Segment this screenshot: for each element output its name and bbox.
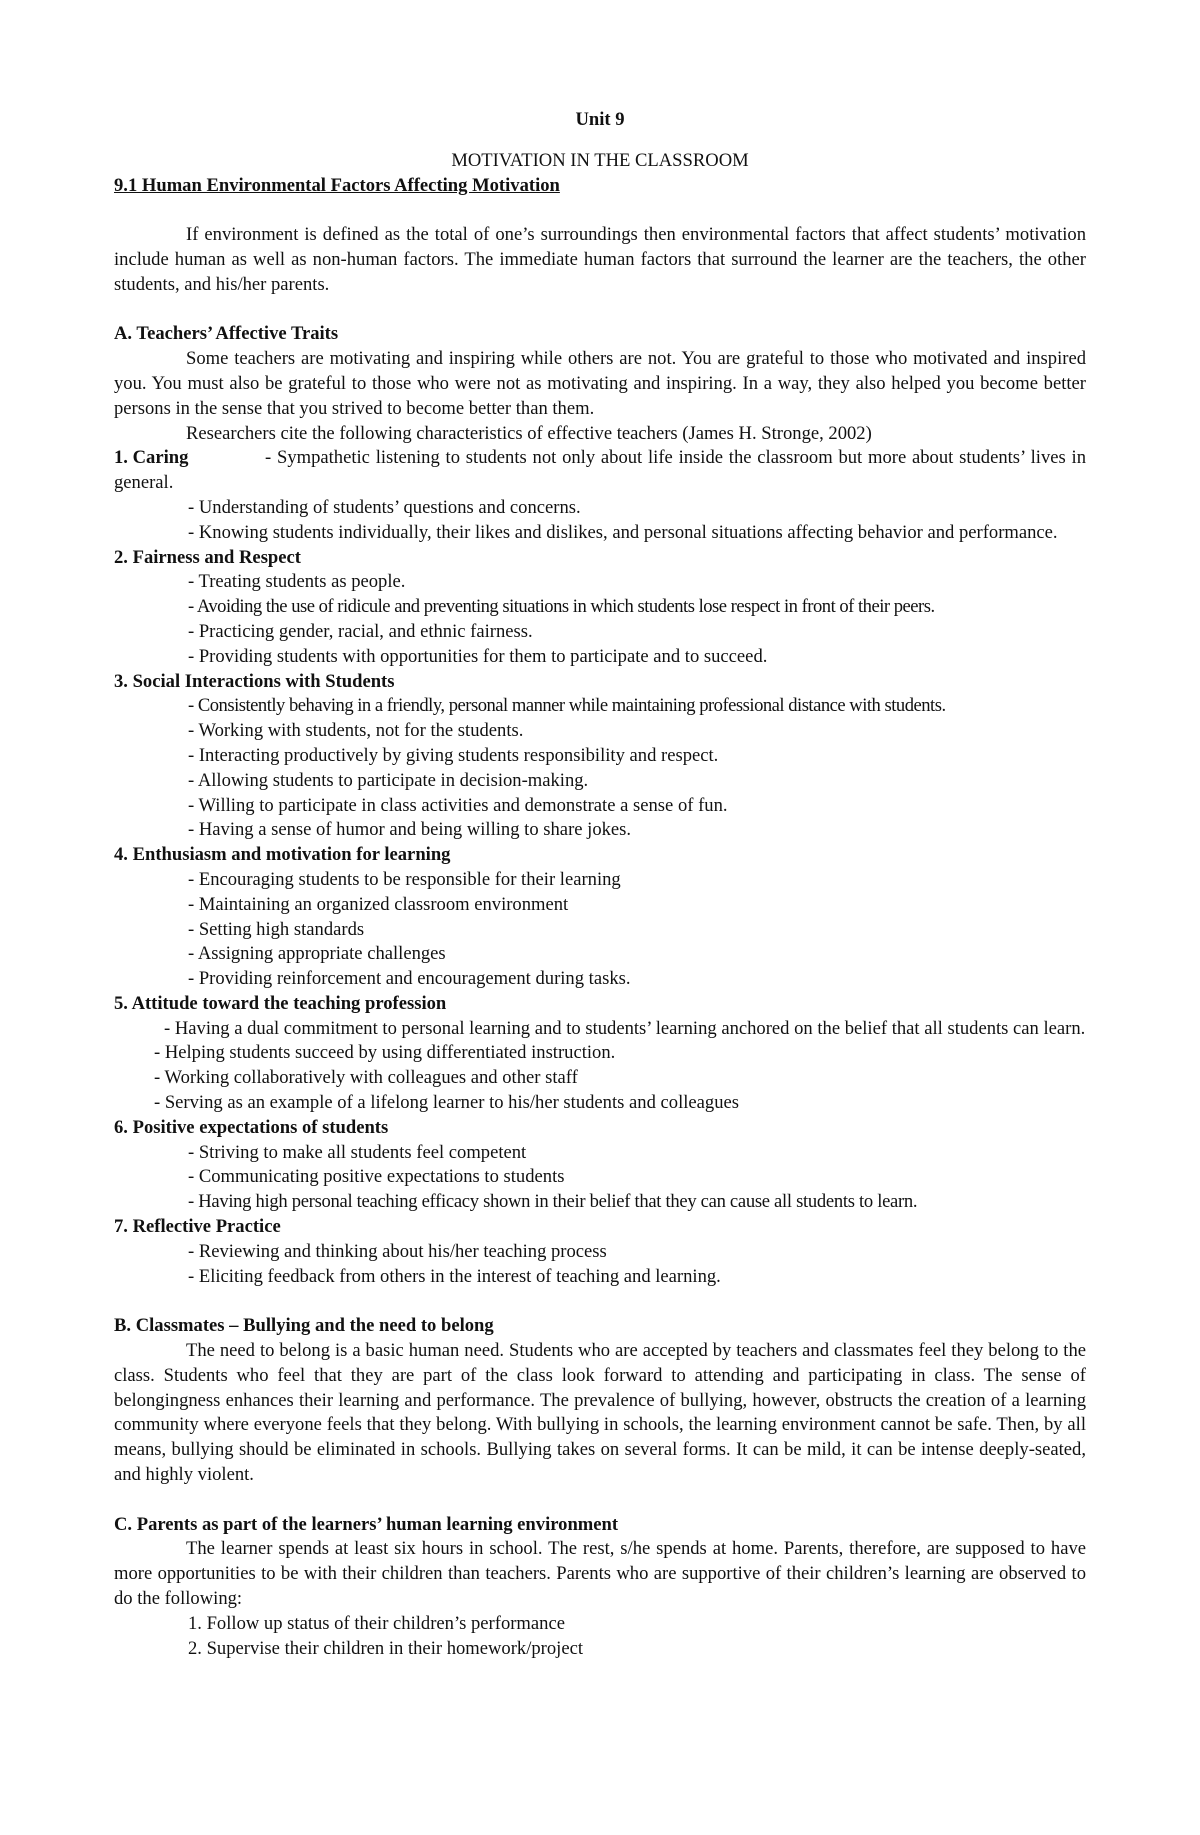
section-c-heading: C. Parents as part of the learners’ human learning environment — [114, 1513, 619, 1535]
list-item: - Interacting productively by giving students responsibility and respect. — [188, 744, 719, 766]
list-item: - Working with students, not for the students. — [188, 720, 524, 742]
list-item: - Providing students with opportunities for them to participate and to succeed. — [188, 645, 768, 667]
list-item: - Willing to participate in class activities and demonstrate a sense of fun. — [188, 794, 728, 816]
section-a-paragraph-1: Some teachers are motivating and inspiring while others are not. You are grateful to those who motivated and inspired you. You must also be grateful to those who were not as motivating and inspiring. In a way, they also helped you become better persons in the sense that you strived to become better than them. — [114, 348, 1086, 419]
reflective-heading: 7. Reflective Practice — [114, 1216, 281, 1238]
section-a-heading: A. Teachers’ Affective Traits — [114, 323, 339, 345]
list-item: - Helping students succeed by using differentiated instruction. — [154, 1042, 616, 1064]
list-item: - Striving to make all students feel competent — [188, 1141, 527, 1163]
list-item: 1. Follow up status of their children’s performance — [188, 1612, 565, 1634]
section-a-paragraph-2: Researchers cite the following characteristics of effective teachers (James H. Stronge, 2002) — [186, 422, 872, 444]
list-item: - Having high personal teaching efficacy shown in their belief that they can cause all students to learn. — [188, 1191, 918, 1213]
document-page — [114, 108, 1086, 1661]
list-item: - Setting high standards — [188, 918, 365, 940]
list-item: - Assigning appropriate challenges — [188, 943, 446, 965]
positive-heading: 6. Positive expectations of students — [114, 1116, 389, 1138]
list-item: - Consistently behaving in a friendly, personal manner while maintaining professional distance with students. — [188, 695, 946, 717]
list-item: - Reviewing and thinking about his/her teaching process — [188, 1240, 607, 1262]
social-heading: 3. Social Interactions with Students — [114, 670, 395, 692]
list-item: - Communicating positive expectations to students — [188, 1166, 565, 1188]
caring-block — [114, 446, 1086, 496]
caring-heading: 1. Caring — [114, 447, 189, 469]
list-item: - Treating students as people. — [188, 571, 406, 593]
list-item: - Avoiding the use of ridicule and preventing situations in which students lose respect in front of their peers. — [188, 596, 935, 618]
list-item: - Knowing students individually, their likes and dislikes, and personal situations affecting behavior and performance. — [188, 521, 1058, 543]
attitude-heading: 5. Attitude toward the teaching profession — [114, 992, 447, 1014]
fairness-heading: 2. Fairness and Respect — [114, 546, 301, 568]
section-b-paragraph: The need to belong is a basic human need. Students who are accepted by teachers and classmates feel they belong to the class. Students who feel that they are part of the class look forward to attending and participating in class. The sense of belongingness enhances their learning and performance. The prevalence of bullying, however, obstructs the creation of a learning community where everyone feels that they belong. With bullying in schools, the learning environment cannot be safe. Then, by all means, bullying should be eliminated in schools. Bullying takes on several forms. It can be mild, it can be intense deeply-seated, and highly violent. — [114, 1340, 1086, 1486]
unit-label: Unit 9 — [575, 109, 625, 130]
list-item: - Providing reinforcement and encouragement during tasks. — [188, 968, 631, 990]
list-item: - Having a sense of humor and being willing to share jokes. — [188, 819, 632, 841]
caring-first-item: - Sympathetic listening to students not only about life inside the classroom but more about students’ lives in general. — [114, 447, 1086, 494]
page-title: MOTIVATION IN THE CLASSROOM — [451, 149, 749, 171]
list-item: - Practicing gender, racial, and ethnic fairness. — [188, 620, 533, 642]
list-item: - Allowing students to participate in decision-making. — [188, 769, 589, 791]
section-b-heading: B. Classmates – Bullying and the need to belong — [114, 1315, 494, 1337]
enthusiasm-heading: 4. Enthusiasm and motivation for learning — [114, 844, 451, 866]
section-c-paragraph: The learner spends at least six hours in school. The rest, s/he spends at home. Parents, therefore, are supposed to have more opportunities to be with their children than teachers. Parents who are supportive of their children’s learning are observed to do the following: — [114, 1538, 1086, 1610]
list-item: - Maintaining an organized classroom environment — [188, 893, 569, 915]
list-item: - Serving as an example of a lifelong learner to his/her students and colleagues — [154, 1092, 739, 1114]
list-item: - Having a dual commitment to personal learning and to students’ learning anchored on the belief that all students can learn. — [164, 1017, 1086, 1039]
list-item: - Encouraging students to be responsible for their learning — [188, 868, 621, 890]
list-item: - Working collaboratively with colleagues and other staff — [154, 1067, 578, 1089]
list-item: 2. Supervise their children in their homework/project — [188, 1637, 584, 1659]
section-heading: 9.1 Human Environmental Factors Affecting Motivation — [114, 174, 560, 196]
list-item: - Understanding of students’ questions and concerns. — [188, 496, 581, 518]
list-item: - Eliciting feedback from others in the interest of teaching and learning. — [188, 1265, 721, 1287]
intro-paragraph: If environment is defined as the total of one’s surroundings then environmental factors that affect students’ motivation include human as well as non-human factors. The immediate human factors that surround the learner are the teachers, the other students, and his/her parents. — [114, 224, 1086, 295]
